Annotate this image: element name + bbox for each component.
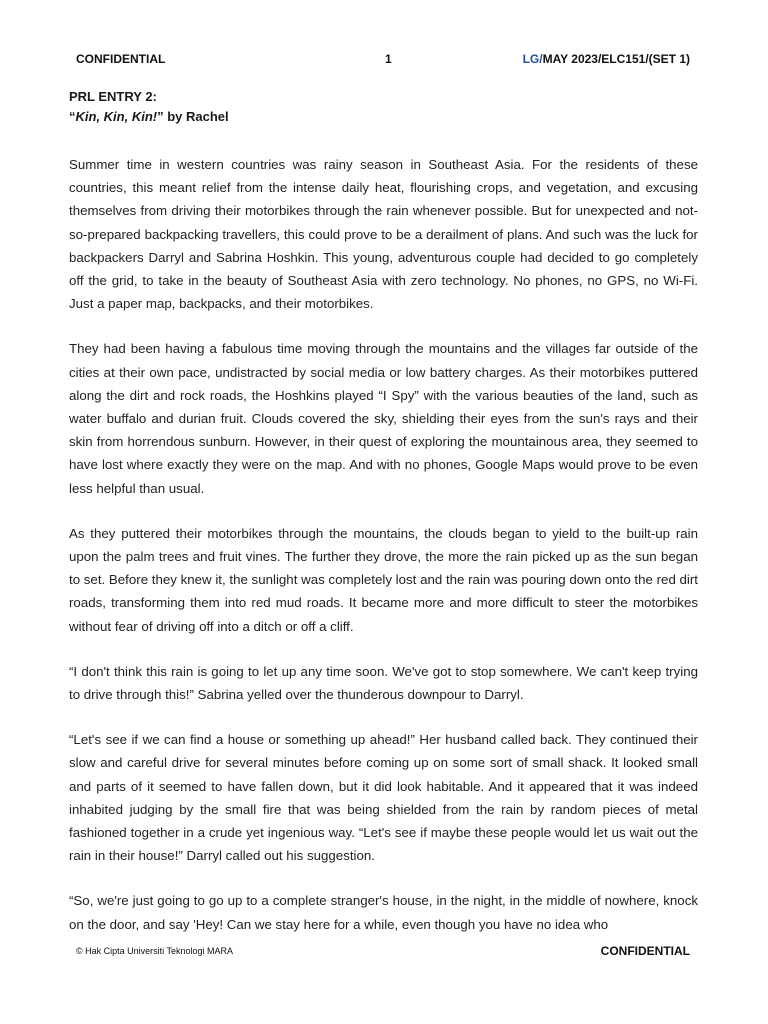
page-header xyxy=(76,52,690,70)
document-body xyxy=(69,87,698,958)
story-title-author: ” by Rachel xyxy=(157,109,229,124)
page-number: 1 xyxy=(385,52,392,66)
header-confidential-label: CONFIDENTIAL xyxy=(76,52,166,66)
document-code-rest: MAY 2023/ELC151/(SET 1) xyxy=(542,52,690,66)
copyright-notice: © Hak Cipta Universiti Teknologi MARA xyxy=(76,946,234,956)
paragraph-4: “I don't think this rain is going to let up any time soon. We've got to stop somewhere. We can't keep trying to drive through this!” Sabrina yelled over the thunderous downpour to Darryl. xyxy=(69,663,698,703)
page-footer xyxy=(76,944,690,962)
story-title-italic: Kin, Kin, Kin! xyxy=(75,109,158,124)
story-title xyxy=(69,107,698,127)
paragraph-3: As they puttered their motorbikes through the mountains, the clouds began to yield to the built-up rain upon the palm trees and fruit vines. The further they drove, the more the rain picked up as the sun began to set. Before they knew it, the sunlight was completely lost and the rain was pouring down onto the red dirt roads, transforming them into red mud roads. It became more and more difficult to steer the motorbikes without fear of driving off into a ditch or off a cliff. xyxy=(69,525,698,634)
story-title-open-quote: “ xyxy=(69,109,76,124)
paragraph-2: They had been having a fabulous time moving through the mountains and the villages far outside of the cities at their own pace, undistracted by social media or low battery charges. As their motorbikes puttered along the dirt and rock roads, the Hoshkins played “I Spy” with the various beauties of the land, such as water buffalo and durian fruit. Clouds covered the sky, shielding their eyes from the sun's rays and their skin from horrendous sunburn. However, in their quest of exploring the mountainous area, they seemed to have lost where exactly they were on the map. And with no phones, Google Maps would prove to be even less helpful than usual. xyxy=(69,341,698,496)
document-code-prefix: LG/ xyxy=(522,52,543,66)
paragraph-5: “Let's see if we can find a house or something up ahead!” Her husband called back. They continued their slow and careful drive for several minutes before coming up on some sort of small shack. It looked small and parts of it seemed to have fallen down, but it did look habitable. And it appeared that it was indeed inhabited judging by the small fire that was being shielded from the rain by random pieces of metal fashioned together in a crude yet ingenious way. “Let's see if maybe these people would let us wait out the rain in their house!” Darryl called out his suggestion. xyxy=(69,732,698,864)
document-code xyxy=(523,52,690,66)
paragraph-1: Summer time in western countries was rainy season in Southeast Asia. For the residents of these countries, this meant relief from the intense daily heat, flourishing crops, and vegetation, and excusing themselves from driving their motorbikes through the rain whenever possible. But for unexpected and not-so-prepared backpacking travellers, this could prove to be a derailment of plans. And such was the luck for backpackers Darryl and Sabrina Hoshkin. This young, adventurous couple had decided to go completely off the grid, to take in the beauty of Southeast Asia with zero technology. No phones, no GPS, no Wi-Fi. Just a paper map, backpacks, and their motorbikes. xyxy=(69,157,698,312)
paragraph-6: “So, we're just going to go up to a complete stranger's house, in the night, in the middle of nowhere, knock on the door, and say 'Hey! Can we stay here for a while, even though you have no idea who xyxy=(69,893,698,932)
footer-confidential-label: CONFIDENTIAL xyxy=(600,944,690,958)
entry-label: PRL ENTRY 2: xyxy=(69,89,157,104)
